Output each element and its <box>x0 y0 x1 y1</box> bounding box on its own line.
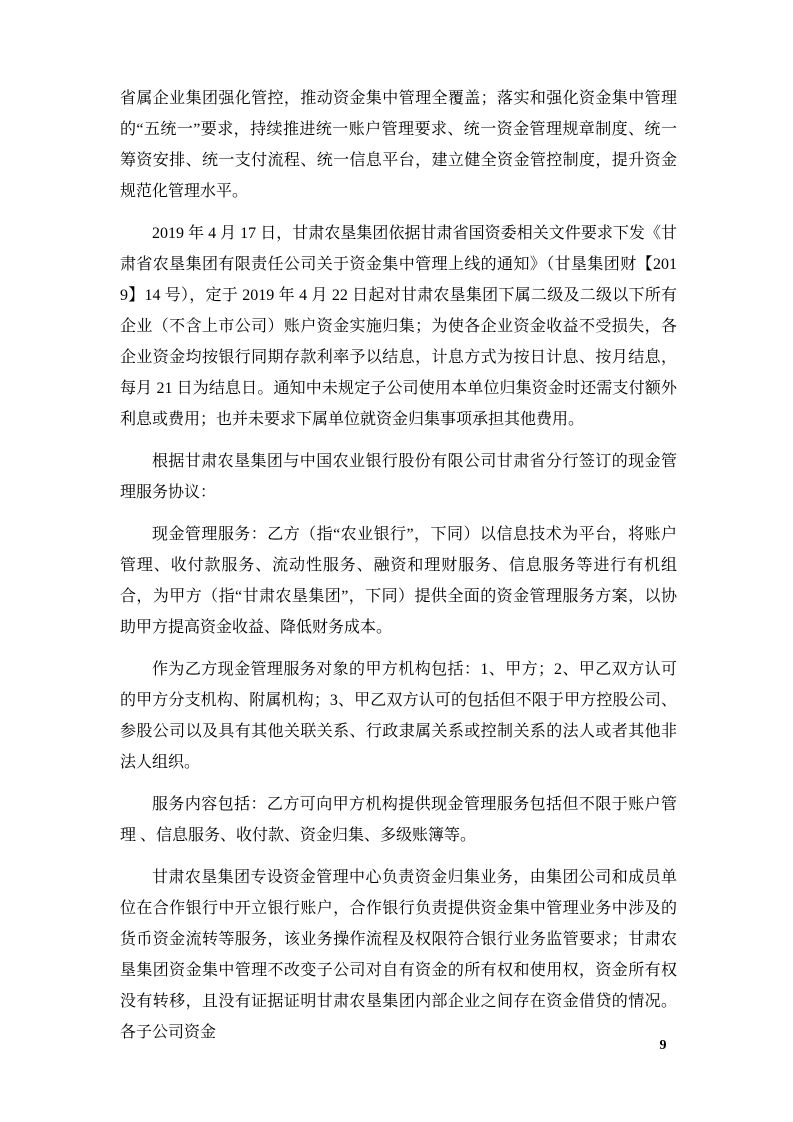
document-body <box>120 83 677 1059</box>
page-number: 9 <box>659 1038 667 1053</box>
paragraph-6: 服务内容包括：乙方可向甲方机构提供现金管理服务包括但不限于账户管理 、信息服务、收付款、资金归集、多级账簿等。 <box>120 796 677 844</box>
paragraph-4: 现金管理服务：乙方（指“农业银行”，下同）以信息技术为平台，将账户管理、收付款服务、流动性服务、融资和理财服务、信息服务等进行有机组合，为甲方（指“甘肃农垦集团”，下同）提供全面的资金管理服务方案，以协助甲方提高资金收益、降低财务成本。 <box>120 526 677 636</box>
paragraph-3: 根据甘肃农垦集团与中国农业银行股份有限公司甘肃省分行签订的现金管理服务协议： <box>120 453 677 501</box>
paragraph-1: 省属企业集团强化管控，推动资金集中管理全覆盖；落实和强化资金集中管理的“五统一”要求，持续推进统一账户管理要求、统一资金管理规章制度、统一筹资安排、统一支付流程、统一信息平台，建立健全资金管控制度，提升资金规范化管理水平。 <box>120 90 677 200</box>
paragraph-2: 2019 年 4 月 17 日，甘肃农垦集团依据甘肃省国资委相关文件要求下发《甘肃省农垦集团有限责任公司关于资金集中管理上线的通知》（甘垦集团财【2019】14 号），定于 2019 年 4 月 22 日起对甘肃农垦集团下属二级及二级以下所有企业（不含上市公司）账户资金实施归集；为使各企业资金收益不受损失，各企业资金均按银行同期存款利率予以结息，计息方式为按日计息、按月结息，每月 21 日为结息日。通知中未规定子公司使用本单位归集资金时还需支付额外利息或费用；也并未要求下属单位就资金归集事项承担其他费用。 <box>120 225 677 428</box>
paragraph-5: 作为乙方现金管理服务对象的甲方机构包括：1、甲方；2、甲乙双方认可的甲方分支机构、附属机构；3、甲乙双方认可的包括但不限于甲方控股公司、参股公司以及具有其他关联关系、行政隶属关系或控制关系的法人或者其他非法人组织。 <box>120 661 677 771</box>
paragraph-7: 甘肃农垦集团专设资金管理中心负责资金归集业务，由集团公司和成员单位在合作银行中开立银行账户，合作银行负责提供资金集中管理业务中涉及的货币资金流转等服务，该业务操作流程及权限符合银行业务监管要求；甘肃农垦集团资金集中管理不改变子公司对自有资金的所有权和使用权，资金所有权没有转移，且没有证据证明甘肃农垦集团内部企业之间存在资金借贷的情况。各子公司资金 <box>120 869 677 1041</box>
